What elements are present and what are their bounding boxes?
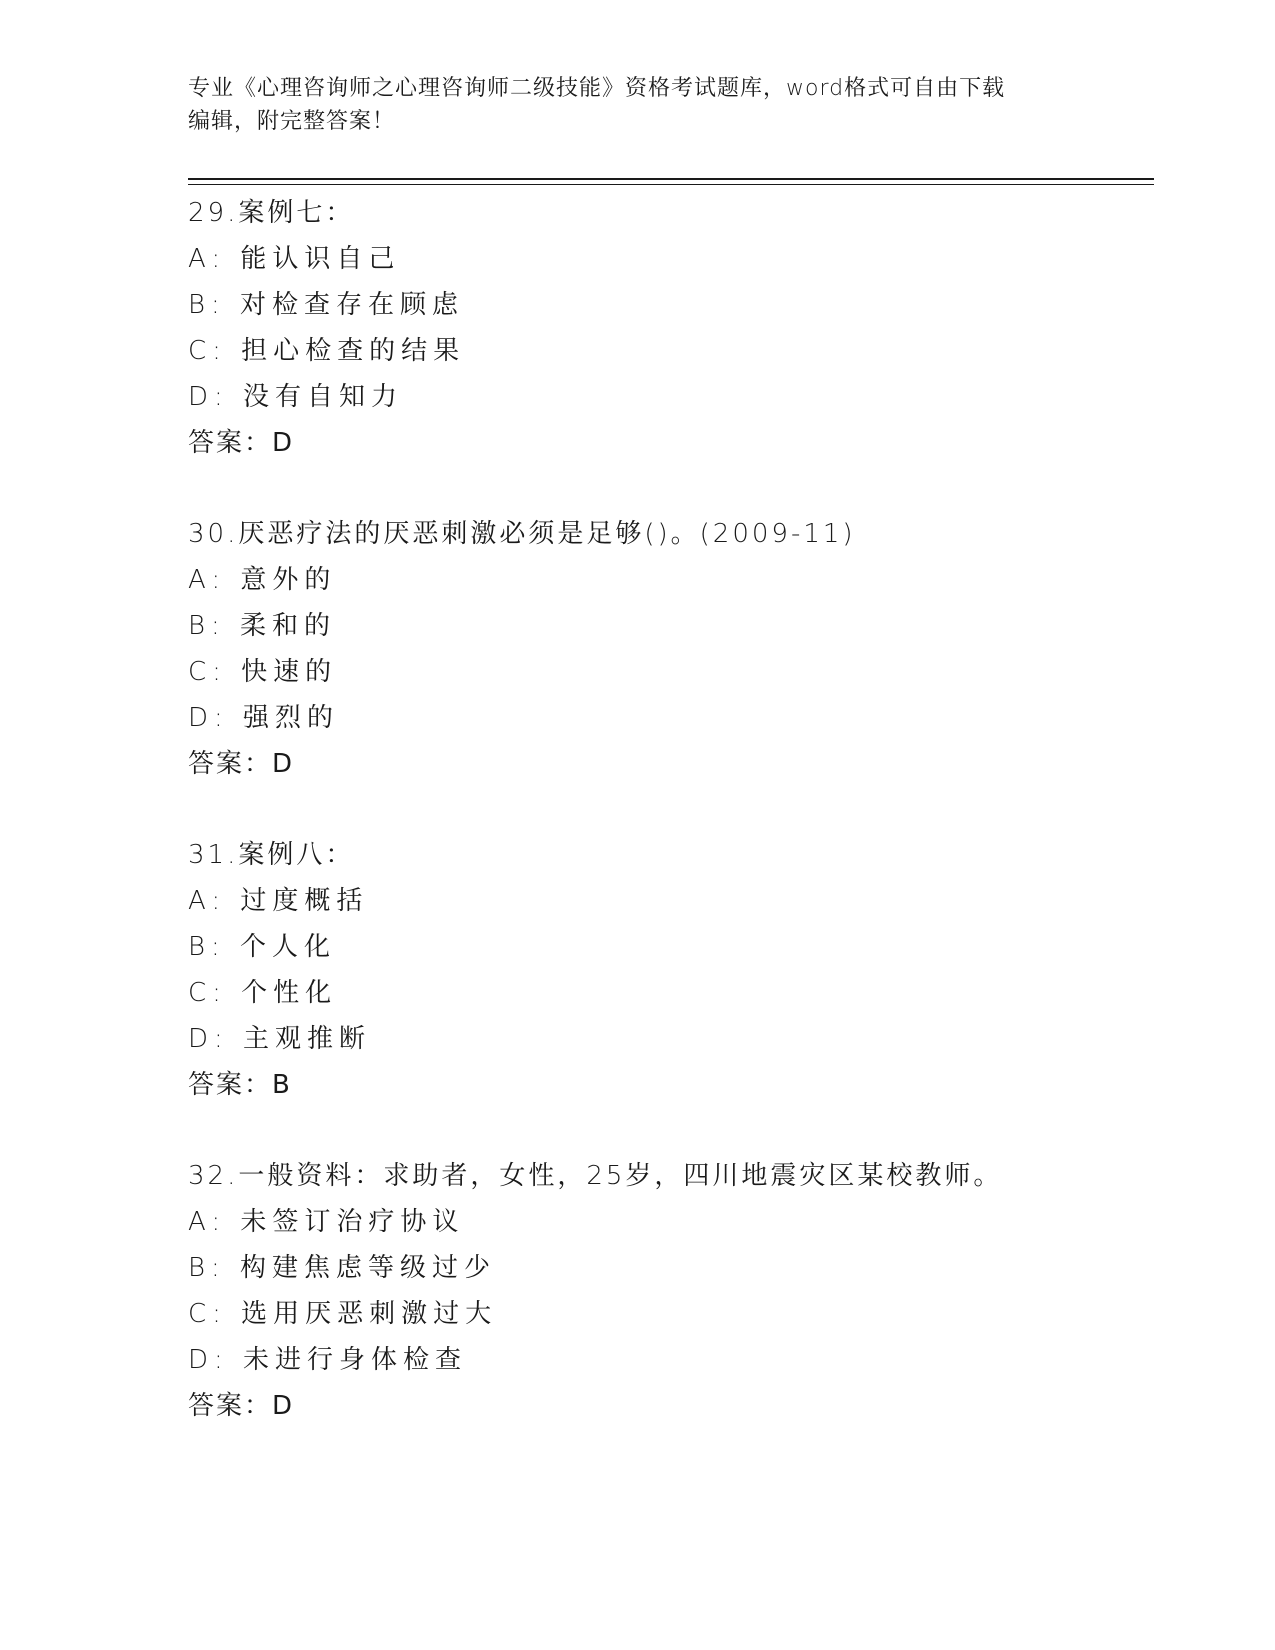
option-d: D: 没有自知力 [188, 382, 404, 412]
question-stem: 30.厌恶疗法的厌恶刺激必须是足够()。(2009-11) [188, 519, 856, 549]
option-a: A: 能认识自己 [188, 244, 401, 274]
option-d: D: 强烈的 [188, 703, 340, 733]
answer-label: 答案：D [188, 1391, 295, 1421]
question-stem: 29.案例七： [188, 198, 355, 228]
question-list [188, 190, 1154, 1474]
answer-label: 答案：D [188, 428, 295, 458]
question-stem: 31.案例八： [188, 840, 355, 870]
option-d: D: 主观推断 [188, 1024, 372, 1054]
header-line-2: 编辑，附完整答案！ [188, 109, 396, 134]
header-divider-thick [188, 178, 1154, 180]
option-d: D: 未进行身体检查 [188, 1345, 468, 1375]
question-30 [188, 511, 1154, 787]
option-c: C: 个性化 [188, 978, 338, 1008]
header-line-1: 专业《心理咨询师之心理咨询师二级技能》资格考试题库，word格式可自由下载 [188, 76, 1006, 101]
option-a: A: 过度概括 [188, 886, 369, 916]
answer-label: 答案：D [188, 749, 295, 779]
question-31 [188, 832, 1154, 1108]
option-b: B: 对检查存在顾虑 [188, 290, 465, 320]
answer-label: 答案：B [188, 1070, 292, 1100]
option-c: C: 担心检查的结果 [188, 336, 466, 366]
option-c: C: 快速的 [188, 657, 338, 687]
header-divider-thin [188, 184, 1154, 185]
option-b: B: 个人化 [188, 932, 337, 962]
option-a: A: 未签订治疗协议 [188, 1207, 465, 1237]
option-c: C: 选用厌恶刺激过大 [188, 1299, 498, 1329]
option-b: B: 构建焦虑等级过少 [188, 1253, 497, 1283]
question-stem: 32.一般资料：求助者，女性，25岁，四川地震灾区某校教师。 [188, 1161, 1003, 1191]
question-29 [188, 190, 1154, 466]
option-a: A: 意外的 [188, 565, 337, 595]
question-32 [188, 1153, 1154, 1429]
document-header [188, 72, 1088, 138]
option-b: B: 柔和的 [188, 611, 337, 641]
